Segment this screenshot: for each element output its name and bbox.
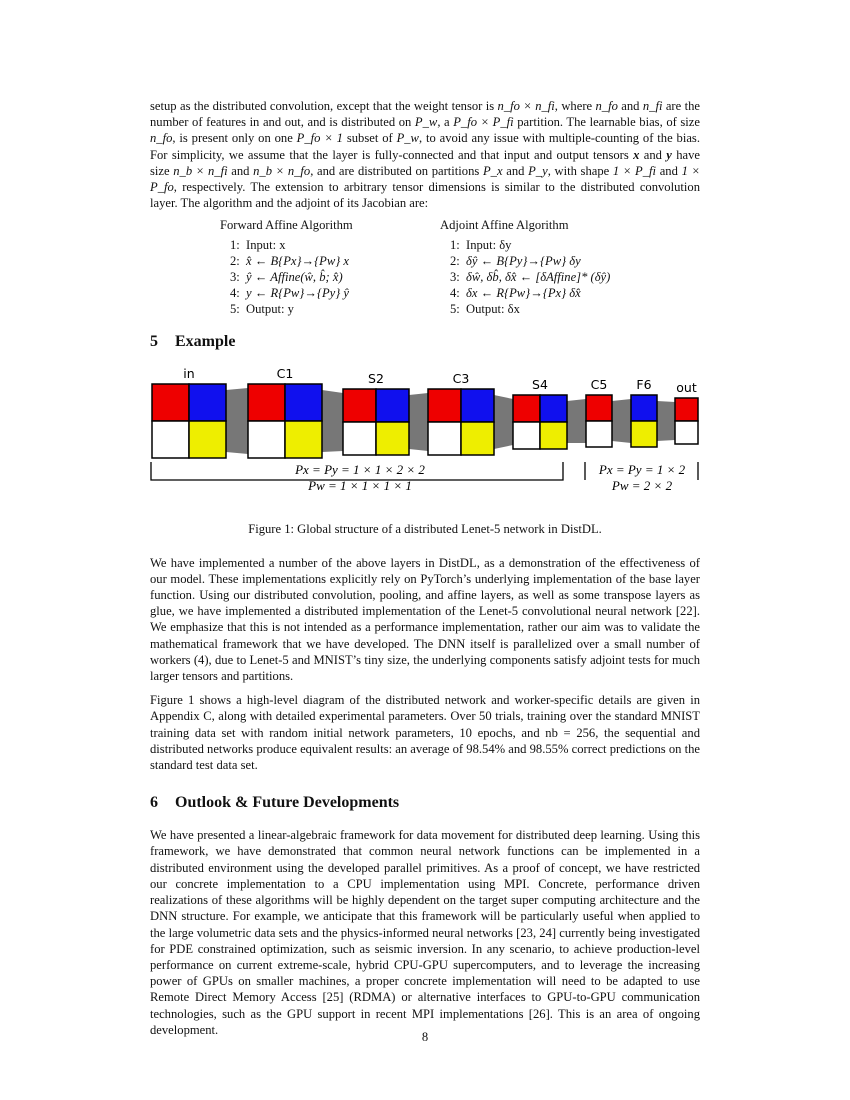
layer-F6-cell-0 [631,395,657,421]
layer-C3-cell-3 [461,422,494,455]
forward-line-4: 4: y ← R{Pw}→{Py} ŷ [230,286,350,301]
left-partition-label: Px = Py = 1 × 1 × 2 × 2 [295,461,425,477]
layer-S2-cell-2 [343,422,376,455]
layer-F6-cell-1 [631,421,657,447]
layer-S2-cell-1 [376,389,409,422]
algorithms [220,217,700,317]
layer-label-S2: S2 [368,370,384,386]
connector-5 [612,399,631,443]
adjoint-line-1: 1: Input: δy [450,237,512,252]
page-number: 8 [421,1030,429,1044]
section-5-heading: 5 Example [150,332,236,350]
layer-label-C1: C1 [276,365,294,381]
layer-S2-cell-0 [343,389,376,422]
paragraph-example-2: Figure 1 shows a high-level diagram of the distributed network and worker-specific details are given in Appendix C, along with detailed experimental parameters. Over 50 trials, training over the standard MNIST training data set with random initial network parameters, 10 epochs, and nb = 256, the sequential and distributed networks produce equivalent results: an average of 98.54% and 98.55% correct predictions on the standard test data set. [150,693,700,773]
layer-C5-cell-1 [586,421,612,447]
paragraph-outlook: We have presented a linear-algebraic framework for data movement for distributed deep learning. Using this framework, we have demonstrated that common neural network functions can be implemented in a distributed environment using the developed parallel primitives. As a proof of concept, we have restricted our concrete implementation to a CPU implementation using MPI. Concrete, performance driven realizations of these algorithms will be highly dependent on the target super computing architecture and the DNN structure. For example, we anticipate that this framework will be particularly useful when applied to the large volumetric data sets and the physics-informed neural networks [23, 24] currently being investigated for PDE constrained optimization, such as seismic inversion. In any scenario, to achieve production-level performance on current extreme-scale, hybrid CPU-GPU supercomputers, and to leverage the increasing power of GPUs on smaller machines, a proper concrete implementation will need to be adapted to use Remote Direct Memory Access [25] (RDMA) or alternative interfaces to GPU-to-GPU communication technologies, such as the GPU support in recent MPI implementations [26]. This is an area of ongoing development. [150,828,700,1037]
layer-label-C3: C3 [452,370,470,386]
forward-algorithm [220,217,440,317]
connector-6 [657,401,675,441]
adjoint-algorithm-title: Adjoint Affine Algorithm [440,218,569,233]
right-weight-partition-label: Pw = 2 × 2 [611,477,673,493]
paragraph-example-1: We have implemented a number of the above layers in DistDL, as a demonstration of the effectiveness of our model. These implementations explicitly rely on PyTorch’s underlying implementation of the base layer function. Using our distributed convolution, pooling, and affine layers, as well as some transpose layers as glue, we have implemented a distributed implementation of the Lenet-5 convolutional neural network [22]. We emphasize that this is not intended as a performance implementation, rather our aim was to validate the mathematical framework that we have developed. The DNN itself is parallelized over a small number of workers (4), due to Lenet-5 and MNIST’s tiny size, the underlying components satisfy adjoint tests for much larger tensors and partitions. [150,555,700,684]
connector-0 [226,388,248,454]
adjoint-line-2: 2: δŷ ← B{Py}→{Pw} δy [450,253,581,268]
forward-line-3: 3: ŷ ← Affine(ŵ, b̂; x̂) [230,270,343,285]
layer-label-out: out [676,379,697,395]
adjoint-line-4: 4: δx ← R{Pw}→{Px} δx̂ [450,286,581,301]
adjoint-line-3: 3: δŵ, δb̂, δx̂ ← [δAffine]* (δŷ) [450,270,611,285]
layer-label-S4: S4 [532,376,548,392]
figure-lenet [150,362,700,512]
left-weight-partition-label: Pw = 1 × 1 × 1 × 1 [308,477,412,493]
layer-S4-cell-1 [540,395,567,422]
layer-in-cell-2 [152,421,189,458]
layer-out-cell-0 [675,398,698,421]
paragraph-intro: setup as the distributed convolution, except that the weight tensor is n_fo × n_fi, where n_fo and n_fi are the number of features in and out, and is distributed on P_w, a P_fo × P_fi partition. The learnable bias, of size n_fo, is present only on one P_fo × 1 subset of P_w, to avoid any issue with multiple-counting of the bias. For simplicity, we assume that the layer is fully-connected and that input and output tensors x and y have size n_b × n_fi and n_b × n_fo, and are distributed on partitions P_x and P_y, with shape 1 × P_fi and 1 × P_fo, respectively. The extension to arbitrary tensor dimensions is similar to the distributed convolution layer. The algorithm and the adjoint of its Jacobian are: [150,99,701,211]
forward-line-5: 5: Output: y [230,302,294,317]
layer-in-cell-0 [152,384,189,421]
layer-label-F6: F6 [636,376,652,392]
layer-C3-cell-0 [428,389,461,422]
adjoint-algorithm [440,217,660,317]
forward-algorithm-title: Forward Affine Algorithm [220,218,353,233]
layer-S4-cell-2 [513,422,540,449]
layer-C1-cell-1 [285,384,322,421]
layer-out-cell-1 [675,421,698,444]
layer-in-cell-1 [189,384,226,421]
layer-C3-cell-2 [428,422,461,455]
right-partition-label: Px = Py = 1 × 2 [598,461,686,477]
layer-S2-cell-3 [376,422,409,455]
connector-4 [567,399,586,443]
layer-C1-cell-3 [285,421,322,458]
layer-C1-cell-0 [248,384,285,421]
layer-label-C5: C5 [590,376,608,392]
layer-C5-cell-0 [586,395,612,421]
lenet-diagram [150,362,700,512]
adjoint-line-5: 5: Output: δx [450,302,520,317]
figure-caption: Figure 1: Global structure of a distributed Lenet-5 network in DistDL. [248,521,602,536]
layer-S4-cell-3 [540,422,567,449]
connector-3 [494,395,513,449]
connector-1 [322,390,343,452]
layer-in-cell-3 [189,421,226,458]
layer-C3-cell-1 [461,389,494,422]
layer-S4-cell-0 [513,395,540,422]
layer-label-in: in [183,365,195,381]
connector-2 [409,393,428,451]
section-6-heading: 6 Outlook & Future Developments [150,794,400,812]
forward-line-1: 1: Input: x [230,237,286,252]
page-body [150,98,700,1038]
layer-C1-cell-2 [248,421,285,458]
forward-line-2: 2: x̂ ← B{Px}→{Pw} x [230,253,350,268]
